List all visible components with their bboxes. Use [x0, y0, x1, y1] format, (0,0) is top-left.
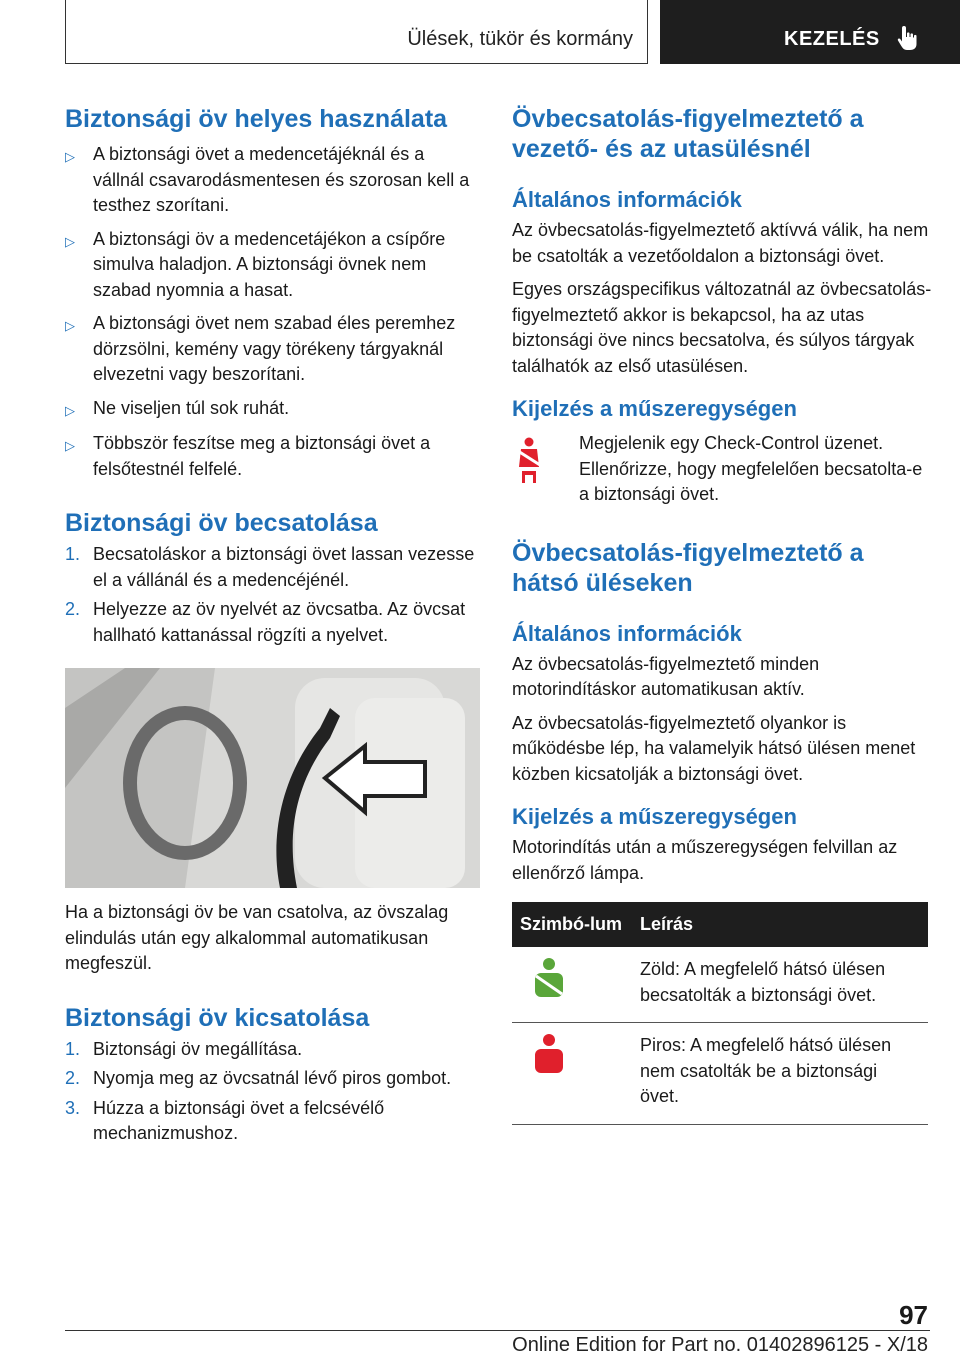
left-column: [65, 100, 480, 1147]
list-item: ▷ Többször feszítse meg a biztonsági övet a felsőtestnél felfelé.: [65, 431, 480, 482]
edition-text: Online Edition for Part no. 01402896125 - X/18: [512, 1334, 928, 1356]
symbol-description: Zöld: A megfelelő hátsó ülésen becsatolták a biztonsági övet.: [632, 947, 928, 1023]
chapter-label: KEZELÉS: [784, 28, 880, 50]
step-item: 3. Húzza a biztonsági övet a felcsévélő mechanizmushoz.: [65, 1097, 385, 1143]
chapter-tab: [660, 0, 960, 64]
triangle-bullet-icon: ▷: [65, 438, 75, 453]
seatbelt-warning-icon: [512, 437, 546, 485]
page-number: 97: [899, 1300, 928, 1330]
display-row: Megjelenik egy Check-Control üzenet. Ellenőrizze, hogy megfelelően becsatolta-e a biztonsági övet.: [512, 431, 932, 508]
seatbelt-photo: [65, 668, 480, 888]
green-seatbelt-icon: [532, 957, 566, 999]
table-row: [512, 1023, 928, 1125]
triangle-bullet-icon: ▷: [65, 402, 75, 418]
step-item: 2. Nyomja meg az övcsatnál lévő piros gombot.: [65, 1068, 452, 1088]
list-item: ▷ A biztonsági öv a medencetájékon a csípőre simulva haladjon. A biztonsági övnek nem szabad nyomnia a hasat.: [65, 227, 480, 304]
heading-unfastening: Biztonsági öv kicsatolása: [65, 1003, 370, 1032]
section-title: Ülések, tükör és kormány: [65, 0, 648, 64]
triangle-bullet-icon: ▷: [65, 318, 75, 333]
step-item: 1. Becsatoláskor a biztonsági övet lassan vezesse el a vállánál és a medencéjénél.: [65, 544, 475, 590]
list-item: ▷ A biztonsági övet nem szabad éles peremhez dörzsölni, kemény vagy törékeny tárgyaknál elvezetni vagy beszorítani.: [65, 311, 480, 388]
heading-proper-use: Biztonsági öv helyes használata: [65, 105, 448, 133]
paragraph: Motorindítás után a műszeregységen felvillan az ellenőrző lámpa.: [512, 837, 898, 883]
step-item: 1. Biztonsági öv megállítása.: [65, 1038, 303, 1059]
table-row: [512, 947, 928, 1023]
step-item: 2. Helyezze az öv nyelvét az övcsatba. Az övcsat hallható kattanással rögzíti a nyelvet.: [65, 599, 466, 645]
heading-display: Kijelzés a műszeregységen: [512, 396, 797, 421]
paragraph: Az övbecsatolás-figyelmeztető olyankor is működésbe lép, ha valamelyik hátsó ülésen menet közben kicsatolják a biztonsági övet.: [512, 712, 916, 784]
column-header-symbol: Szimbó-lum: [512, 902, 632, 947]
paragraph: Az övbecsatolás-figyelmeztető aktívvá válik, ha nem be csatolták a vezetőoldalon a biztonsági övet.: [512, 220, 929, 266]
belt-tension-text: Ha a biztonsági öv be van csatolva, az övszalag elindulás után egy alkalommal automatikusan megfeszül.: [65, 902, 449, 973]
heading-general-info: Általános információk: [512, 620, 742, 646]
red-seat-icon: [532, 1033, 566, 1075]
column-header-description: Leírás: [632, 902, 928, 947]
heading-rear-reminder: Övbecsatolás-figyelmeztető a hátsó üléseken: [512, 538, 864, 597]
heading-fastening: Biztonsági öv becsatolása: [65, 509, 378, 537]
footer-divider: [65, 1330, 930, 1331]
list-item: ▷ Ne viseljen túl sok ruhát.: [65, 396, 480, 424]
triangle-bullet-icon: ▷: [65, 233, 75, 249]
heading-front-reminder: Övbecsatolás-figyelmeztető a vezető- és az utasülésnél: [512, 105, 864, 163]
hand-pointer-icon: [896, 24, 922, 52]
table-header-row: [512, 902, 928, 947]
heading-display: Kijelzés a műszeregységen: [512, 804, 797, 829]
symbol-description: Piros: A megfelelő hátsó ülésen nem csatolták be a biztonsági övet.: [632, 1023, 928, 1125]
right-column: [512, 100, 932, 1125]
page-header: [0, 0, 960, 68]
list-item: ▷ A biztonsági övet a medencetájéknál és a vállnál csavarodásmentesen és szorosan kell a testhez szorítani.: [65, 142, 480, 219]
heading-general-info: Általános információk: [512, 187, 742, 212]
paragraph: Az övbecsatolás-figyelmeztető minden motorindításkor automatikusan aktív.: [512, 653, 820, 699]
triangle-bullet-icon: ▷: [65, 149, 75, 164]
paragraph: Egyes országspecifikus változatnál az övbecsatolás-figyelmeztető akkor is bekapcsol, ha az utas biztonsági öve nincs becsatolva, és súlyos tárgyak találhatók az első utasülésen.: [512, 279, 932, 376]
symbol-table: [512, 902, 928, 1125]
